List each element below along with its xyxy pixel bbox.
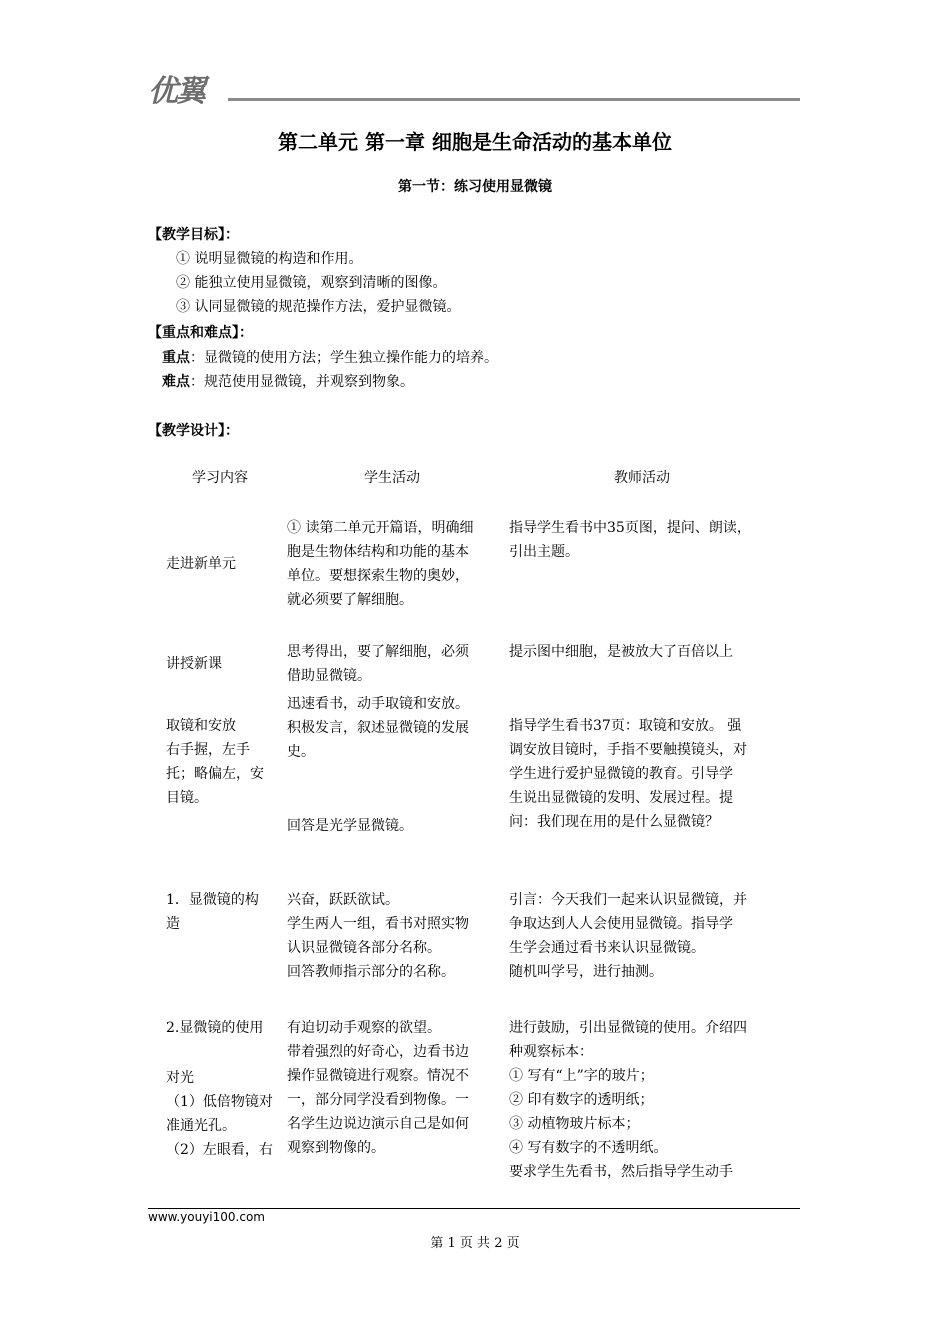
- section-subtitle: 第一节：练习使用显微镜: [398, 179, 552, 195]
- cell-line: 一，部分同学没看到物像。一: [287, 1092, 469, 1108]
- objective-item: ① 说明显微镜的构造和作用。: [176, 251, 363, 267]
- row-content-cell: [166, 652, 222, 676]
- cell-line: 引言：今天我们一起来认识显微镜，并: [509, 892, 747, 908]
- header-divider: [228, 98, 800, 101]
- cell-line: 胞是生物体结构和功能的基本: [287, 544, 469, 560]
- cell-line: 史。: [287, 744, 315, 760]
- cell-line: 就必须要了解细胞。: [287, 592, 413, 608]
- cell-line: 生说出显微镜的发明、发展过程。提: [509, 790, 733, 806]
- row-teacher-cell: [509, 888, 747, 984]
- cell-line: 学生进行爱护显微镜的教育。引导学: [509, 766, 733, 782]
- brand-logo: 优翼: [148, 74, 204, 109]
- row-content-cell: [166, 714, 264, 810]
- cell-line: 借助显微镜。: [287, 668, 371, 684]
- cell-line: 1．显微镜的构: [166, 892, 259, 908]
- row-student-cell-answer: [287, 814, 413, 838]
- difficulty-line: [162, 371, 414, 391]
- row-student-cell: [287, 1016, 469, 1160]
- cell-line: 争取达到人人会使用显微镜。指导学: [509, 916, 733, 932]
- cell-line: ① 写有“上”字的玻片；: [509, 1068, 654, 1084]
- row-content-cell: [166, 552, 236, 576]
- row-content-cell: [166, 888, 259, 936]
- cell-line: 生学会通过看书来认识显微镜。: [509, 940, 705, 956]
- row-content-cell: [166, 1016, 263, 1040]
- key-point-line: [162, 347, 498, 367]
- cell-line: 操作显微镜进行观察。情况不: [287, 1068, 469, 1084]
- cell-line: （1）低倍物镜对: [166, 1094, 273, 1110]
- column-header-student: 学生活动: [364, 470, 420, 486]
- row-student-cell: [287, 640, 469, 688]
- difficulty-label: 难点: [162, 374, 190, 390]
- cell-line: 托；略偏左，安: [166, 766, 264, 782]
- cell-line: ③ 动植物玻片标本；: [509, 1116, 640, 1132]
- key-point-text: ：显微镜的使用方法；学生独立操作能力的培养。: [190, 350, 498, 366]
- cell-line: ④ 写有数字的不透明纸。: [509, 1140, 668, 1156]
- row-student-cell: [287, 888, 469, 984]
- cell-line: 进行鼓励，引出显微镜的使用。介绍四: [509, 1020, 747, 1036]
- cell-line: 学生两人一组，看书对照实物: [287, 916, 469, 932]
- cell-line: 讲授新课: [166, 656, 222, 672]
- page-title: 第二单元 第一章 细胞是生命活动的基本单位: [278, 130, 672, 154]
- column-header-content: 学习内容: [192, 470, 248, 486]
- cell-line: 提示图中细胞，是被放大了百倍以上: [509, 644, 733, 660]
- row-teacher-cell: [509, 640, 733, 664]
- cell-line: 问：我们现在用的是什么显微镜？: [509, 814, 719, 830]
- cell-line: 取镜和安放: [166, 718, 236, 734]
- cell-line: 单位。要想探索生物的奥妙，: [287, 568, 469, 584]
- cell-line: 准通光孔。: [166, 1118, 236, 1134]
- cell-line: 要求学生先看书，然后指导学生动手: [509, 1164, 733, 1180]
- footer-divider: [148, 1208, 800, 1209]
- cell-line: 种观察标本：: [509, 1044, 593, 1060]
- page-number: 第 1 页 共 2 页: [430, 1236, 520, 1251]
- cell-line: 指导学生看书中35页图，提问、朗读，: [509, 520, 751, 536]
- cell-line: 名学生边说边演示自己是如何: [287, 1116, 469, 1132]
- row-teacher-cell: [509, 1016, 747, 1184]
- cell-line: 思考得出，要了解细胞，必须: [287, 644, 469, 660]
- cell-line: 积极发言，叙述显微镜的发展: [287, 720, 469, 736]
- cell-line: 认识显微镜各部分名称。: [287, 940, 441, 956]
- cell-line: 走进新单元: [166, 556, 236, 572]
- cell-line: 调安放目镜时，手指不要触摸镜头，对: [509, 742, 747, 758]
- row-teacher-cell: [509, 714, 747, 834]
- cell-line: 指导学生看书37页：取镜和安放。 强: [509, 718, 742, 734]
- cell-line: ① 读第二单元开篇语，明确细: [287, 520, 474, 536]
- cell-line: 观察到物像的。: [287, 1140, 385, 1156]
- cell-line: 右手握，左手: [166, 742, 250, 758]
- cell-line: 对光: [166, 1070, 194, 1086]
- cell-line: 2.显微镜的使用: [166, 1020, 264, 1036]
- cell-line: 兴奋，跃跃欲试。: [287, 892, 399, 908]
- cell-line: 引出主题。: [509, 544, 579, 560]
- key-points-heading: 【重点和难点】：: [148, 325, 253, 341]
- cell-line: 目镜。: [166, 790, 208, 806]
- objectives-heading: 【教学目标】：: [148, 227, 239, 243]
- design-heading: 【教学设计】：: [148, 423, 239, 439]
- cell-line: 带着强烈的好奇心，边看书边: [287, 1044, 469, 1060]
- footer-url[interactable]: www.youyi100.com: [148, 1210, 265, 1224]
- column-header-teacher: 教师活动: [614, 470, 670, 486]
- key-point-label: 重点: [162, 350, 190, 366]
- cell-line: 随机叫学号，进行抽测。: [509, 964, 663, 980]
- row-content-cell-steps: [166, 1066, 273, 1162]
- cell-line: 迅速看书，动手取镜和安放。: [287, 696, 469, 712]
- cell-line: 有迫切动手观察的欲望。: [287, 1020, 441, 1036]
- cell-line: 回答教师指示部分的名称。: [287, 964, 455, 980]
- objective-item: ③ 认同显微镜的规范操作方法，爱护显微镜。: [176, 299, 461, 315]
- row-student-cell: [287, 692, 469, 764]
- difficulty-text: ：规范使用显微镜，并观察到物象。: [190, 374, 414, 390]
- cell-line: ② 印有数字的透明纸；: [509, 1092, 654, 1108]
- cell-line: 造: [166, 916, 180, 932]
- objective-item: ② 能独立使用显微镜，观察到清晰的图像。: [176, 275, 447, 291]
- row-student-cell: [287, 516, 473, 612]
- cell-line: 回答是光学显微镜。: [287, 818, 413, 834]
- row-teacher-cell: [509, 516, 751, 564]
- cell-line: （2）左眼看，右: [166, 1142, 273, 1158]
